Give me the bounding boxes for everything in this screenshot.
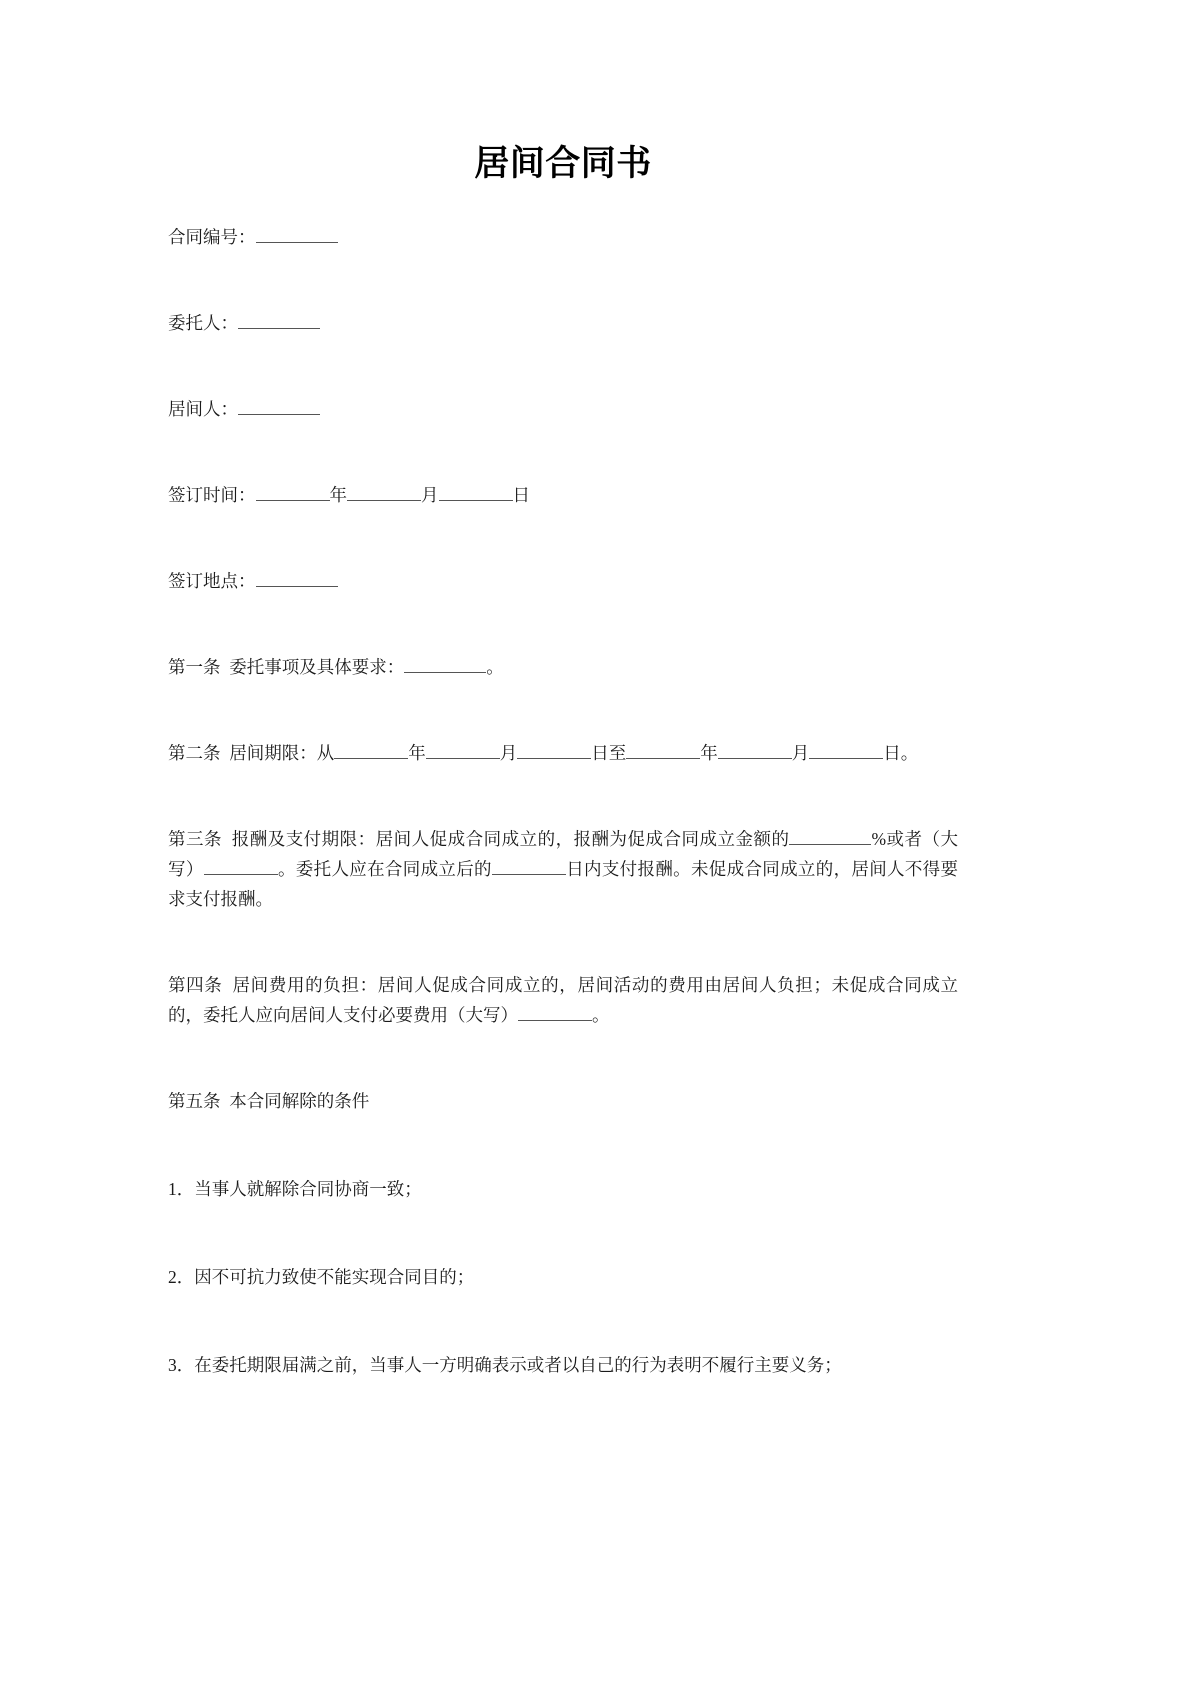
article-3: 第三条 报酬及支付期限：居间人促成合同成立的，报酬为促成合同成立金额的 %或者（大写） 。委托人应在合同成立后的 日内支付报酬。未促成合同成立的，居间人不得要求支付报酬。 — [168, 828, 959, 909]
article-4: 第四条 居间费用的负担：居间人促成合同成立的，居间活动的费用由居间人负担；未促成合同成立的，委托人应向居间人支付必要费用（大写） 。 — [168, 974, 959, 1025]
article-3-days-blank[interactable] — [492, 874, 566, 875]
article-5-number: 第五条 — [168, 1090, 221, 1111]
field-signing-date — [168, 480, 958, 510]
field-contract-number — [168, 222, 958, 252]
spacer — [168, 1292, 958, 1350]
article-1-heading: 委托事项及具体要求： — [229, 656, 405, 677]
unit-day: 日 — [512, 484, 530, 505]
spacer — [168, 338, 958, 394]
article-2-end-year-blank[interactable] — [626, 758, 700, 759]
spacer — [168, 596, 958, 652]
spacer — [168, 682, 958, 738]
article-5-heading: 本合同解除的条件 — [229, 1090, 370, 1111]
field-signing-date-label: 签订时间： — [168, 484, 256, 505]
spacer — [168, 510, 958, 566]
article-3-amount-blank[interactable] — [204, 874, 278, 875]
article-3-heading: 报酬及支付期限： — [231, 828, 376, 849]
field-broker-label: 居间人： — [168, 398, 238, 419]
article-3-number: 第三条 — [168, 828, 222, 849]
spacer — [168, 1030, 958, 1086]
article-1-number: 第一条 — [168, 656, 221, 677]
list-item: 2．因不可抗力致使不能实现合同目的； — [168, 1266, 475, 1287]
field-client — [168, 308, 958, 338]
spacer — [168, 768, 958, 824]
spacer — [168, 1204, 958, 1262]
spacer — [168, 252, 958, 308]
article-4-fee-blank[interactable] — [518, 1020, 592, 1021]
spacer — [168, 1116, 958, 1174]
list-item: 1．当事人就解除合同协商一致； — [168, 1178, 422, 1199]
article-4-heading: 居间费用的负担： — [232, 974, 378, 995]
article-4-number: 第四条 — [168, 974, 223, 995]
document-content — [168, 0, 958, 1380]
field-signing-day-blank[interactable] — [439, 500, 513, 501]
field-signing-place-blank[interactable] — [256, 586, 338, 587]
article-2: 第二条 居间期限：从 年 月 日至 年 月 日。 — [168, 742, 919, 763]
field-contract-number-blank[interactable] — [256, 242, 338, 243]
field-broker — [168, 394, 958, 424]
article-5 — [168, 1086, 958, 1116]
list-item: 3．在委托期限届满之前，当事人一方明确表示或者以自己的行为表明不履行主要义务； — [168, 1354, 842, 1375]
article-1-blank[interactable] — [404, 672, 486, 673]
field-client-blank[interactable] — [238, 328, 320, 329]
field-signing-month-blank[interactable] — [347, 500, 421, 501]
article-2-start-month-blank[interactable] — [426, 758, 500, 759]
article-2-start-year-blank[interactable] — [334, 758, 408, 759]
field-contract-number-label: 合同编号： — [168, 226, 256, 247]
field-signing-place — [168, 566, 958, 596]
field-signing-place-label: 签订地点： — [168, 570, 256, 591]
article-2-end-day-blank[interactable] — [809, 758, 883, 759]
article-3-rate-blank[interactable] — [789, 844, 871, 845]
field-broker-blank[interactable] — [238, 414, 320, 415]
spacer — [168, 914, 958, 970]
spacer — [168, 424, 958, 480]
article-2-number: 第二条 — [168, 742, 221, 763]
article-2-start-day-blank[interactable] — [517, 758, 591, 759]
page-title: 居间合同书 — [474, 144, 652, 183]
spacer — [168, 186, 958, 222]
unit-year: 年 — [329, 484, 347, 505]
article-2-heading: 居间期限： — [229, 742, 317, 763]
article-2-end-month-blank[interactable] — [718, 758, 792, 759]
unit-month: 月 — [421, 484, 439, 505]
article-1: 第一条 委托事项及具体要求： 。 — [168, 656, 504, 677]
field-signing-year-blank[interactable] — [256, 500, 330, 501]
field-client-label: 委托人： — [168, 312, 238, 333]
